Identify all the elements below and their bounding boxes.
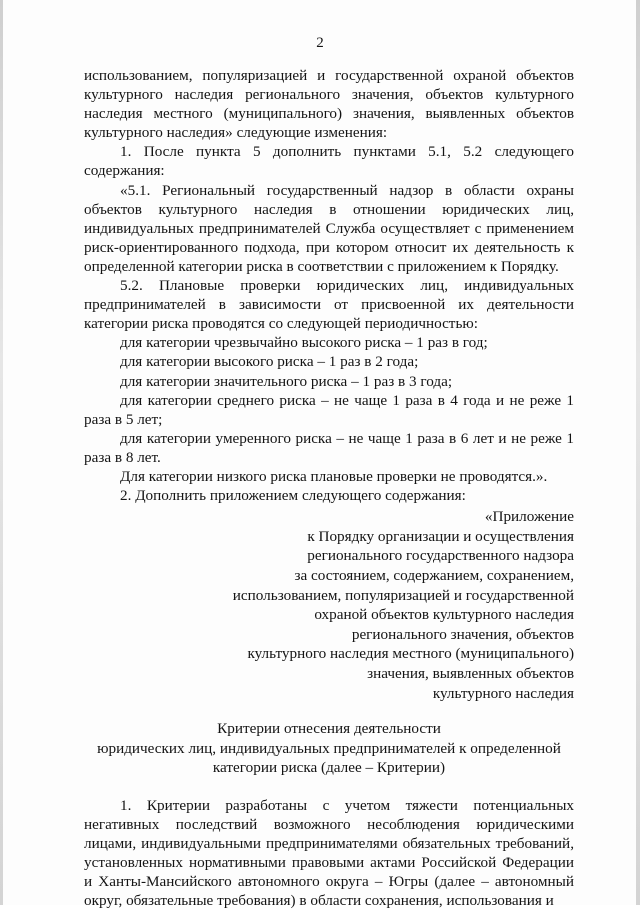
appendix-line: регионального государственного надзора [307,547,574,565]
scan-edge-right [636,0,640,905]
appendix-line: к Порядку организации и осуществления [307,527,574,545]
risk-extreme: для категории чрезвычайно высокого риска – 1 раз в год; [120,334,488,352]
appendix-header [84,507,574,703]
risk-high: для категории высокого риска – 1 раз в 2 года; [120,353,419,371]
risk-significant: для категории значительного риска – 1 раз в 3 года; [120,372,453,390]
criteria-title-line: юридических лиц, индивидуальных предпринимателей к определенной [97,739,561,757]
risk-medium: для категории среднего риска – не чаще 1 раза в 4 года и не реже 1 раза в 5 лет; [84,391,574,428]
appendix-line: использованием, популяризацией и государственной [232,586,574,604]
criteria-title-line: Критерии отнесения деятельности [217,720,441,738]
risk-moderate: для категории умеренного риска – не чаще 1 раза в 6 лет и не реже 1 раза в 8 лет. [84,429,574,466]
appendix-line: охраной объектов культурного наследия [314,606,574,624]
criteria-title [84,719,574,778]
appendix-line: культурного наследия местного (муниципального) [247,645,574,663]
paragraph-5-1: «5.1. Региональный государственный надзор в области охраны объектов культурного наследия в отношении юридических лиц, индивидуальных предпринимателей Служба осуществляет с применением риск-ориентированного подхода, при котором относит их деятельность к определенной категории риска в соответствии с приложением к Порядку. [84,181,574,275]
criteria-title-line: категории риска (далее – Критерии) [212,759,446,777]
appendix-line: за состоянием, содержанием, сохранением, [294,566,574,584]
appendix-line: значения, выявленных объектов [367,664,574,682]
appendix-line: регионального значения, объектов [351,625,574,643]
document-body [84,66,574,910]
criteria-body [84,796,574,910]
appendix-line: культурного наследия [432,684,574,702]
paragraph-item-2: 2. Дополнить приложением следующего содержания: [120,487,466,505]
page-number: 2 [316,35,324,51]
paragraph-5-2: 5.2. Плановые проверки юридических лиц, индивидуальных предпринимателей в зависимости от присвоенной их деятельности категории риска проводятся со следующей периодичностью: [84,277,574,333]
risk-low: Для категории низкого риска плановые проверки не проводятся.». [120,467,548,485]
criteria-paragraph-1: 1. Критерии разработаны с учетом тяжести потенциальных негативных последствий возможного несоблюдения юридическими лицами, индивидуальными предпринимателями обязательных требований, установленных нормативными правовыми актами Российской Федерации и Ханты-Мансийского автономного округа – Югры (далее – автономный округ, обязательные требования) в области сохранения, использования и [84,796,574,910]
paragraph-intro: использованием, популяризацией и государственной охраной объектов культурного наследия регионального значения, объектов культурного наследия местного (муниципального) значения, выявленных объектов культурного наследия» следующие изменения: [84,67,574,142]
appendix-line: «Приложение [484,508,574,526]
paragraph-item-1: 1. После пункта 5 дополнить пунктами 5.1, 5.2 следующего содержания: [84,143,574,180]
scan-edge-left [0,0,3,905]
